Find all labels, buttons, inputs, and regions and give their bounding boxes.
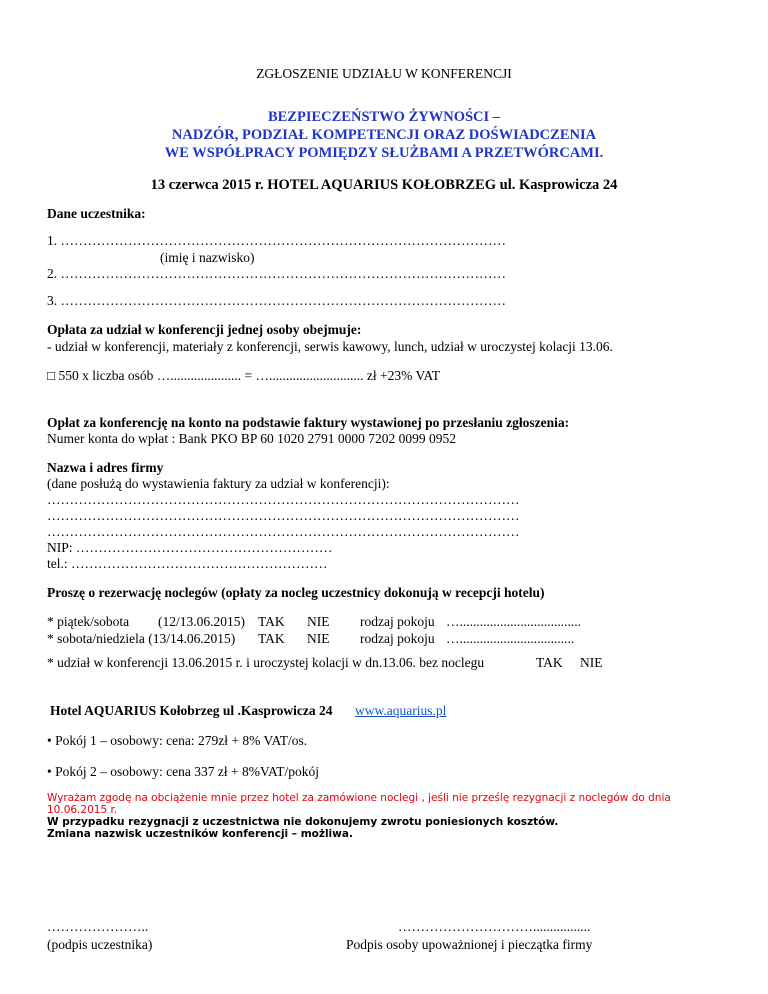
company-field-1[interactable]: …………………………………………………………………………………………… bbox=[47, 492, 520, 507]
booking-row-2-room-label: rodzaj pokoju bbox=[360, 631, 435, 646]
hotel-website-link[interactable]: www.aquarius.pl bbox=[355, 703, 447, 718]
headline-line-1: BEZPIECZEŃSTWO ŻYWNOŚCI – bbox=[267, 109, 501, 125]
booking-row-1-yes[interactable]: TAK bbox=[258, 614, 285, 629]
booking-row-1-label: * piątek/sobota bbox=[47, 614, 130, 629]
fee-heading: Opłata za udział w konferencji jednej osoby obejmuje: bbox=[47, 322, 362, 337]
booking-row-3-label: * udział w konferencji 13.06.2015 r. i uroczystej kolacji w dn.13.06. bez noclegu bbox=[47, 655, 485, 670]
booking-heading: Proszę o rezerwację noclegów (opłaty za nocleg uczestnicy dokonują w recepcji hotelu) bbox=[47, 585, 545, 600]
booking-row-2-label: * sobota/niedziela (13/14.06.2015) bbox=[47, 631, 236, 646]
booking-row-2-yes[interactable]: TAK bbox=[258, 631, 285, 646]
headline-line-3: WE WSPÓŁPRACY POMIĘDZY SŁUŻBAMI A PRZETWÓRCAMI. bbox=[164, 145, 604, 161]
company-hint: (dane posłużą do wystawienia faktury za udział w konferencji): bbox=[47, 476, 390, 491]
hotel-heading: Hotel AQUARIUS Kołobrzeg ul .Kasprowicza 24 bbox=[50, 703, 333, 718]
booking-row-3-no[interactable]: NIE bbox=[580, 655, 603, 670]
booking-row-2-room-field[interactable]: ….................................. bbox=[446, 631, 575, 646]
booking-row-1-room-field[interactable]: ….................................... bbox=[446, 614, 581, 629]
booking-row-1-dates: (12/13.06.2015) bbox=[158, 614, 245, 629]
consent-notice-line-1: Wyrażam zgodę na obciążenie mnie przez hotel za zamówione noclegi , jeśli nie prześlę rezygnacji z noclegów do dnia bbox=[47, 792, 671, 804]
participant-name-hint: (imię i nazwisko) bbox=[160, 250, 255, 265]
fee-includes: - udział w konferencji, materiały z konferencji, serwis kawowy, lunch, udział w uroczystej kolacji 13.06. bbox=[47, 339, 613, 354]
bank-account: Numer konta do wpłat : Bank PKO BP 60 1020 2791 0000 7202 0099 0952 bbox=[47, 431, 456, 446]
fee-calculation-field[interactable]: □ 550 x liczba osób …..................... = …............................ zł +23% VAT bbox=[47, 368, 440, 383]
participant-field-3[interactable]: 3. ……………………………………………………………………………………… bbox=[47, 293, 506, 308]
company-heading: Nazwa i adres firmy bbox=[47, 460, 164, 475]
booking-row-2-no[interactable]: NIE bbox=[307, 631, 330, 646]
participant-signature-label: (podpis uczestnika) bbox=[47, 937, 153, 952]
participant-field-2[interactable]: 2. ……………………………………………………………………………………… bbox=[47, 266, 506, 281]
booking-row-1-no[interactable]: NIE bbox=[307, 614, 330, 629]
headline-line-2: NADZÓR, PODZIAŁ KOMPETENCJI ORAZ DOŚWIADCZENIA bbox=[171, 127, 597, 143]
booking-row-3-yes[interactable]: TAK bbox=[536, 655, 563, 670]
name-change-notice: Zmiana nazwisk uczestników konferencji – możliwa. bbox=[47, 828, 353, 840]
participant-field-1[interactable]: 1. ……………………………………………………………………………………… bbox=[47, 233, 506, 248]
participants-heading: Dane uczestnika: bbox=[47, 206, 146, 221]
refund-notice: W przypadku rezygnacji z uczestnictwa nie dokonujemy zwrotu poniesionych kosztów. bbox=[47, 816, 559, 828]
booking-row-1-room-label: rodzaj pokoju bbox=[360, 614, 435, 629]
room-2-price: • Pokój 2 – osobowy: cena 337 zł + 8%VAT/pokój bbox=[47, 764, 319, 779]
event-date-venue: 13 czerwca 2015 r. HOTEL AQUARIUS KOŁOBRZEG ul. Kasprowicza 24 bbox=[150, 177, 618, 193]
room-1-price: • Pokój 1 – osobowy: cena: 279zł + 8% VAT/os. bbox=[47, 733, 308, 748]
company-field-3[interactable]: …………………………………………………………………………………………… bbox=[47, 524, 520, 539]
tel-field[interactable]: tel.: ………………………………………………… bbox=[47, 556, 328, 571]
company-field-2[interactable]: …………………………………………………………………………………………… bbox=[47, 508, 520, 523]
nip-field[interactable]: NIP: ………………………………………………… bbox=[47, 540, 333, 555]
participant-signature-field[interactable]: ………………….. bbox=[47, 919, 149, 934]
company-signature-field[interactable]: …………………………................. bbox=[398, 919, 591, 934]
payment-heading: Opłat za konferencję na konto na podstawie faktury wystawionej po przesłaniu zgłoszenia: bbox=[47, 415, 570, 430]
consent-notice-line-2: 10.06.2015 r. bbox=[47, 804, 118, 816]
form-title: ZGŁOSZENIE UDZIAŁU W KONFERENCJI bbox=[256, 66, 512, 81]
company-signature-label: Podpis osoby upoważnionej i pieczątka firmy bbox=[346, 937, 593, 952]
